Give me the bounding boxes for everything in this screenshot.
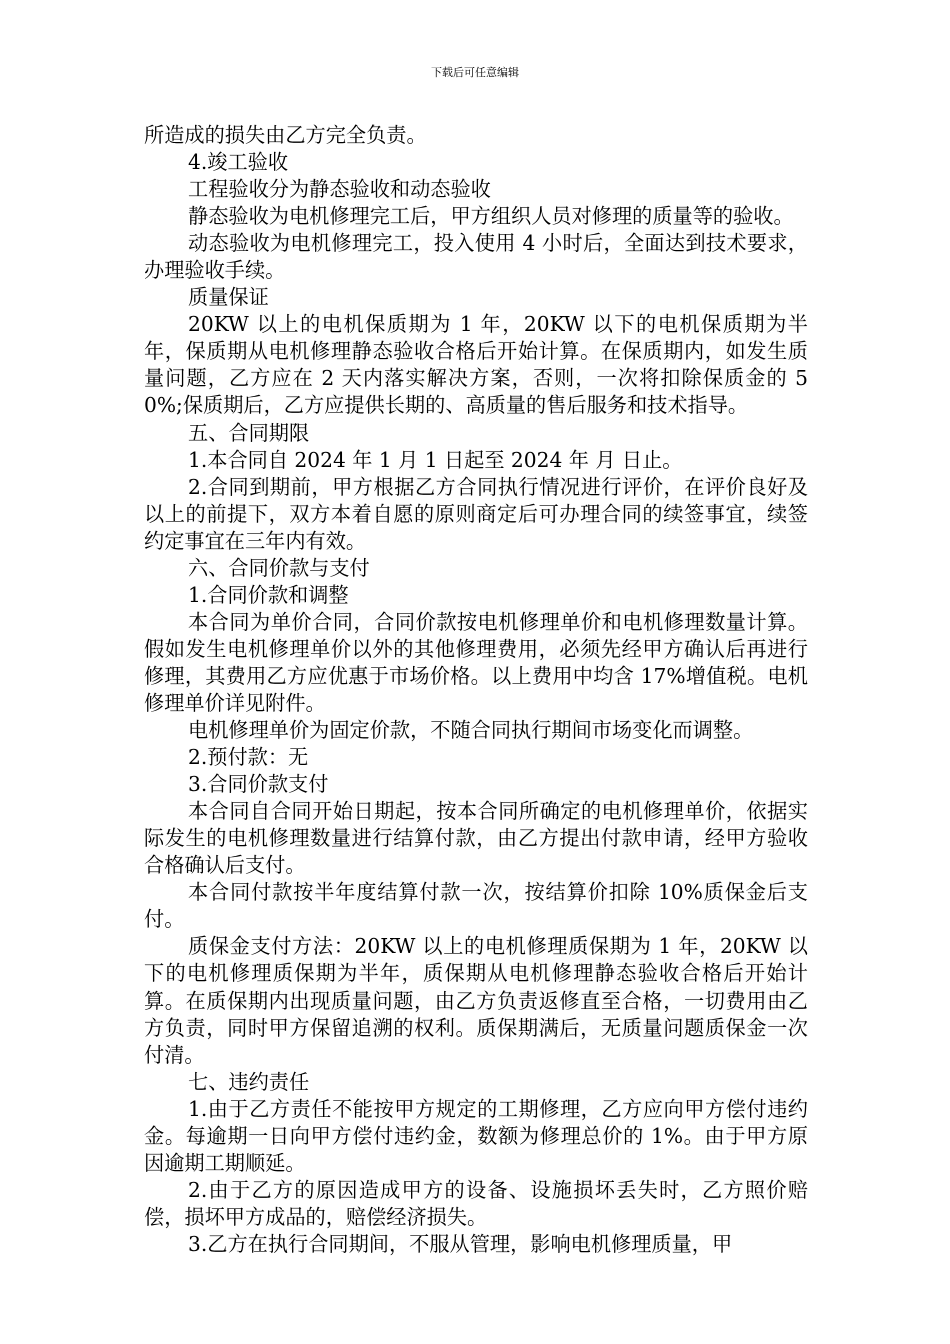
subsection-heading: 3.合同价款支付 xyxy=(188,772,329,797)
paragraph: 动态验收为电机修理完工，投入使用 4 小时后，全面达到技术要求，办理验收手续。 xyxy=(144,231,808,283)
section-heading: 五、合同期限 xyxy=(188,420,310,445)
paragraph: 本合同为单价合同，合同价款按电机修理单价和电机修理数量计算。假如发生电机修理单价以外的其他修理费用，必须先经甲方确认后再进行修理，其费用乙方应优惠于市场价格。以上费用中均含 17%增值税。电机修理单价详见附件。 xyxy=(144,609,808,715)
paragraph: 所造成的损失由乙方完全负责。 xyxy=(144,123,427,147)
section-heading: 六、合同价款与支付 xyxy=(188,555,370,580)
paragraph: 2.合同到期前，甲方根据乙方合同执行情况进行评价，在评价良好及以上的前提下，双方本着自愿的原则商定后可办理合同的续签事宜，续签约定事宜在三年内有效。 xyxy=(144,474,808,553)
paragraph: 质保金支付方法：20KW 以上的电机修理质保期为 1 年，20KW 以下的电机修理质保期为半年，质保期从电机修理静态验收合格后开始计算。在质保期内出现质量问题，由乙方负责返修直至合格，一切费用由乙方负责，同时甲方保留追溯的权利。质保期满后，无质量问题质保金一次付清。 xyxy=(144,934,808,1067)
section-heading: 七、违约责任 xyxy=(188,1069,310,1094)
paragraph: 本合同自合同开始日期起，按本合同所确定的电机修理单价，依据实际发生的电机修理数量进行结算付款，由乙方提出付款申请，经甲方验收合格确认后支付。 xyxy=(144,799,808,878)
paragraph: 本合同付款按半年度结算付款一次，按结算价扣除 10%质保金后支付。 xyxy=(144,880,808,932)
subsection-heading: 2.预付款：无 xyxy=(188,745,309,770)
page-header xyxy=(0,66,950,80)
paragraph: 1.由于乙方责任不能按甲方规定的工期修理，乙方应向甲方偿付违约金。每逾期一日向甲方偿付违约金，数额为修理总价的 1%。由于甲方原因逾期工期顺延。 xyxy=(144,1096,808,1175)
paragraph: 工程验收分为静态验收和动态验收 xyxy=(188,177,491,202)
paragraph: 20KW 以上的电机保质期为 1 年，20KW 以下的电机保质期为半年，保质期从电机修理静态验收合格后开始计算。在保质期内，如发生质量问题，乙方应在 2 天内落实解决方案，否则，一次将扣除保质金的 50%;保质期后，乙方应提供长期的、高质量的售后服务和技术指导。 xyxy=(144,312,808,418)
section-heading: 质量保证 xyxy=(188,285,269,310)
document-body xyxy=(144,122,808,1258)
paragraph: 2.由于乙方的原因造成甲方的设备、设施损坏丢失时，乙方照价赔偿，损坏甲方成品的，赔偿经济损失。 xyxy=(144,1177,808,1229)
paragraph: 电机修理单价为固定价款，不随合同执行期间市场变化而调整。 xyxy=(188,718,754,743)
paragraph: 静态验收为电机修理完工后，甲方组织人员对修理的质量等的验收。 xyxy=(188,204,794,229)
header-text: 下载后可任意编辑 xyxy=(431,66,519,79)
paragraph: 3.乙方在执行合同期间，不服从管理，影响电机修理质量，甲 xyxy=(188,1231,733,1256)
paragraph: 4.竣工验收 xyxy=(188,150,289,175)
subsection-heading: 1.合同价款和调整 xyxy=(188,582,349,607)
paragraph: 1.本合同自 2024 年 1 月 1 日起至 2024 年 月 日止。 xyxy=(188,447,683,472)
